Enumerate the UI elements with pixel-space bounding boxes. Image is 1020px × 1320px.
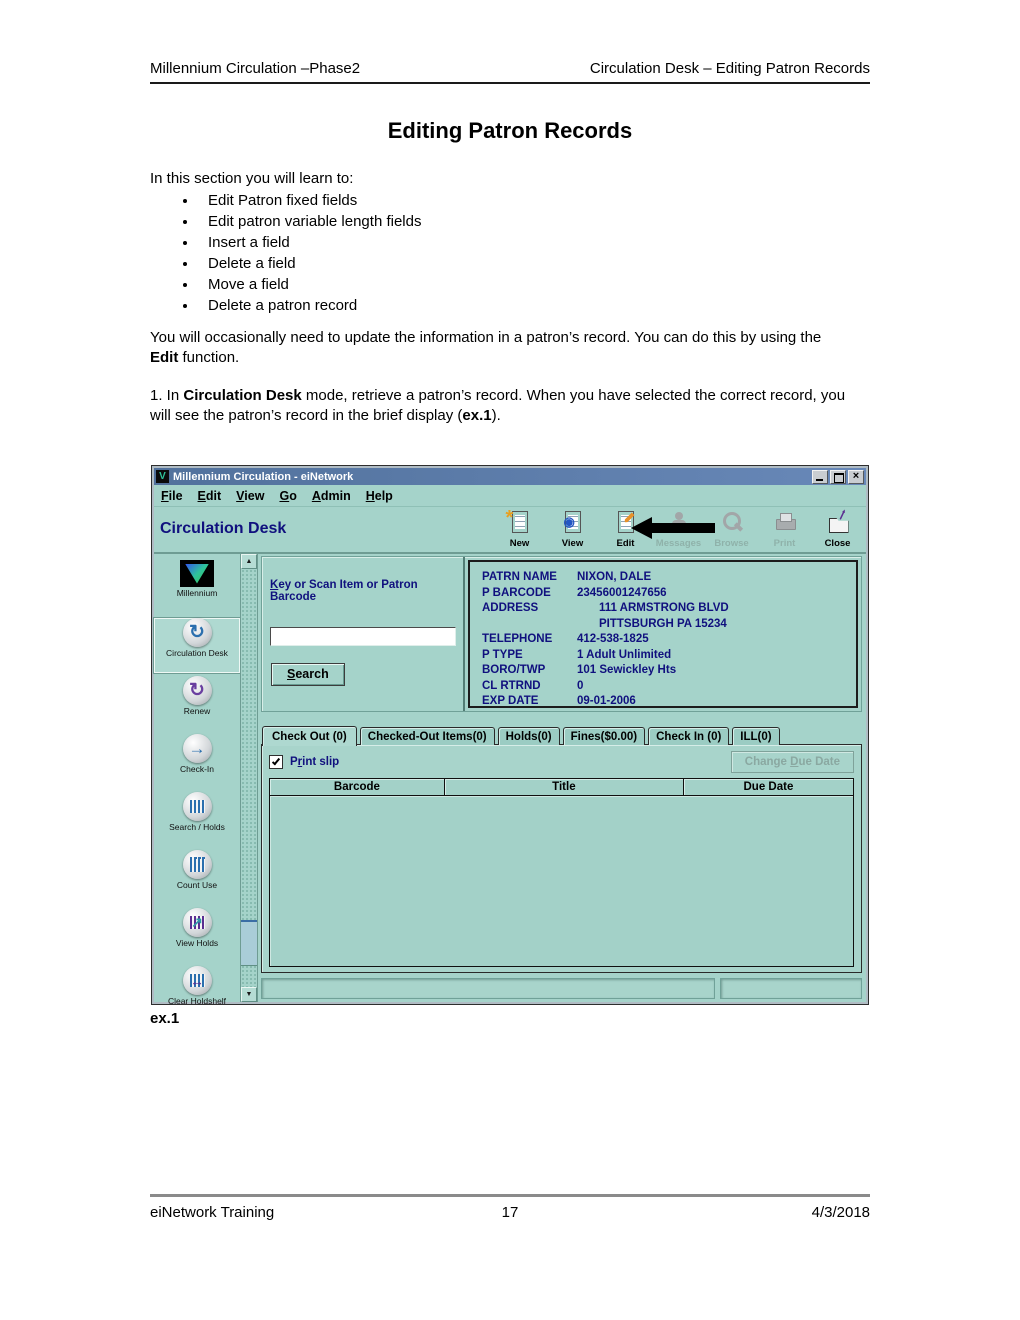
status-bar: [261, 978, 862, 999]
footer-date: 4/3/2018: [811, 1204, 870, 1221]
view-holds-icon: [183, 908, 212, 937]
paragraph-2-bold-1: Circulation Desk: [183, 387, 302, 404]
view-record-icon: [560, 510, 586, 536]
edit-pointer-arrow: [631, 517, 715, 539]
sidebar-item-count-use[interactable]: [154, 850, 240, 905]
icon-glyph: ↻: [189, 680, 205, 701]
learning-objective: • Delete a field: [198, 255, 830, 272]
renew-icon: [183, 676, 212, 705]
toolbar-label: Edit: [616, 538, 635, 549]
millennium-window-icon: V: [156, 470, 169, 483]
patron-field-row: [482, 679, 852, 695]
figure-caption: ex.1: [150, 1010, 180, 1027]
search-button[interactable]: Search: [271, 663, 345, 686]
patron-field-row: [482, 632, 852, 648]
menu-view[interactable]: View: [236, 488, 265, 503]
sidebar-item-renew[interactable]: [154, 676, 240, 731]
patron-field-label: [482, 617, 577, 633]
tab-check-in-0[interactable]: Check In (0): [648, 727, 729, 745]
icon-overlay: ↗: [191, 914, 203, 930]
patron-field-row: [482, 663, 852, 679]
patron-field-label: P BARCODE: [482, 586, 551, 599]
maximize-icon[interactable]: [830, 470, 846, 484]
menu-help[interactable]: Help: [365, 488, 393, 503]
tab-holds-0[interactable]: Holds(0): [498, 727, 560, 745]
column-header-due-date: Due Date: [684, 779, 853, 795]
tab-ill-0[interactable]: ILL(0): [732, 727, 779, 745]
page-header: [150, 60, 870, 84]
minimize-icon[interactable]: [812, 470, 828, 484]
learning-objectives-list: [180, 192, 830, 318]
icon-bars: [190, 800, 205, 813]
tab-content: [261, 744, 862, 973]
patron-field-row: [482, 694, 852, 708]
patron-field-row: [482, 570, 852, 586]
tab-checked-out-items-0[interactable]: Checked-Out Items(0): [360, 727, 495, 745]
content-area: [258, 554, 866, 1002]
menu-file[interactable]: File: [161, 488, 183, 503]
column-header-title: Title: [445, 779, 684, 795]
sidebar-item-check-in[interactable]: [154, 734, 240, 789]
footer-left: eiNetwork Training: [150, 1204, 275, 1221]
patron-field-value: 0: [577, 679, 584, 692]
paragraph-1-bold: Edit: [150, 349, 179, 366]
toolbar-label: Browse: [714, 538, 749, 549]
print-slip-label: Print slip: [290, 756, 340, 768]
toolbar-label: Messages: [655, 538, 702, 549]
print-icon: [772, 510, 798, 536]
toolbar-label: View: [561, 538, 584, 549]
scroll-up-icon[interactable]: ▲: [241, 554, 257, 569]
check-in-icon: [183, 734, 212, 763]
search-holds-icon: [183, 792, 212, 821]
menu-go[interactable]: Go: [279, 488, 297, 503]
icon-badge: ◉: [563, 514, 575, 529]
millennium-app-window: [152, 466, 868, 1004]
intro-text: In this section you will learn to:: [150, 170, 354, 187]
patron-field-row: [482, 586, 852, 602]
print-slip-checkbox[interactable]: [269, 755, 283, 769]
sidebar-label: View Holds: [175, 938, 219, 948]
patron-field-label: EXP DATE: [482, 695, 539, 707]
mode-title: Circulation Desk: [160, 520, 287, 537]
paragraph-1: [150, 328, 850, 368]
column-header-barcode: Barcode: [270, 779, 445, 795]
sidebar-item-search-holds[interactable]: [154, 792, 240, 847]
paragraph-1-text-end: function.: [178, 349, 240, 366]
millennium-logo: [180, 560, 214, 587]
search-label: Key or Scan Item or Patron Barcode: [270, 579, 418, 603]
learning-objective: • Delete a patron record: [198, 297, 830, 314]
patron-field-value: 111 ARMSTRONG BLVD: [599, 602, 729, 614]
icon-glyph: →: [188, 739, 206, 758]
patron-field-row: [482, 648, 852, 664]
sidebar-label: Check-In: [179, 764, 214, 774]
toolbar-view-button[interactable]: [546, 510, 599, 549]
checkout-table: [269, 778, 854, 967]
patron-field-value: 23456001247656: [577, 586, 667, 599]
icon-glyph: ↻: [189, 622, 205, 643]
sidebar-label: Search / Holds: [169, 822, 225, 832]
patron-field-value: 412-538-1825: [577, 633, 649, 645]
patron-field-value: 1 Adult Unlimited: [577, 648, 672, 661]
patron-brief-display: [468, 560, 858, 708]
toolbar-print-button[interactable]: [758, 510, 811, 549]
status-panel-left: [261, 978, 715, 999]
paragraph-2: [150, 386, 850, 426]
footer-page-number: 17: [501, 1204, 519, 1221]
learning-objective: • Move a field: [198, 276, 830, 293]
patron-field-label: PATRN NAME: [482, 571, 557, 583]
new-record-icon: [505, 507, 533, 536]
sidebar-label: Circulation Desk: [166, 648, 228, 658]
scrollbar-track[interactable]: [241, 569, 257, 987]
toolbar-new-button[interactable]: [493, 507, 546, 549]
checkmark-icon: [272, 757, 280, 766]
document-sheet: [512, 511, 528, 533]
table-body: [270, 796, 853, 966]
close-window-icon[interactable]: ×: [848, 470, 864, 484]
icon-badge: *: [505, 507, 514, 529]
header-right: Circulation Desk – Editing Patron Records: [589, 60, 870, 77]
print-slip-row: [269, 750, 854, 774]
patron-field-label: P TYPE: [482, 648, 523, 661]
paragraph-2-text-mid: mode, retrieve a patron’s record. When you have selected the correct record, you will see the patron’s record in the brief display (: [150, 387, 846, 424]
mode-bar: [154, 507, 866, 554]
page-footer: [150, 1194, 870, 1221]
icon-bars: [190, 857, 205, 872]
icon-overlay: ↔: [190, 972, 204, 989]
sidebar-scrollbar[interactable]: [240, 554, 258, 1002]
patron-field-label: CL RTRND: [482, 679, 541, 692]
paragraph-2-bold-2: ex.1: [462, 407, 492, 424]
paragraph-2-text-end: ).: [491, 407, 501, 424]
patron-field-label: BORO/TWP: [482, 664, 546, 676]
patron-field-row: [482, 617, 852, 633]
circulation-desk-icon: [183, 618, 212, 647]
browse-icon: [719, 510, 745, 536]
tab-strip: [261, 721, 862, 745]
header-left: Millennium Circulation –Phase2: [150, 60, 361, 77]
sidebar-item-circulation-desk[interactable]: [154, 618, 240, 673]
clear-holdshelf-icon: [183, 966, 212, 995]
count-use-icon: [183, 850, 212, 879]
toolbar-close-button[interactable]: [811, 510, 864, 549]
table-header-row: [270, 779, 853, 796]
status-panel-right: [720, 978, 862, 999]
toolbar-label: New: [509, 538, 530, 549]
arrow-shaft: [652, 523, 715, 533]
sidebar-label: Count Use: [176, 880, 218, 890]
main-area: [154, 554, 866, 1006]
learning-objective: • Insert a field: [198, 234, 830, 251]
sidebar-item-millennium[interactable]: [154, 560, 240, 615]
millennium-triangle: [185, 564, 209, 584]
patron-field-row: [482, 601, 852, 617]
menu-edit[interactable]: Edit: [197, 488, 222, 503]
sidebar-item-view-holds[interactable]: [154, 908, 240, 963]
page-title: Editing Patron Records: [387, 118, 633, 143]
arrow-head: [631, 517, 652, 539]
scroll-down-icon[interactable]: ▼: [241, 987, 257, 1002]
patron-field-value: 09-01-2006: [577, 695, 636, 707]
learning-objective: • Edit Patron fixed fields: [198, 192, 830, 209]
scrollbar-thumb[interactable]: [241, 920, 257, 966]
tab-check-out-0[interactable]: Check Out (0): [262, 726, 357, 746]
patron-field-value: 101 Sewickley Hts: [577, 664, 677, 676]
window-title: Millennium Circulation - eiNetwork: [173, 470, 354, 483]
patron-field-value: NIXON, DALE: [577, 571, 652, 583]
window-titlebar[interactable]: [154, 468, 866, 485]
tab-fines-0-00[interactable]: Fines($0.00): [563, 727, 645, 745]
patron-field-label: ADDRESS: [482, 602, 539, 614]
learning-objective: • Edit patron variable length fields: [198, 213, 830, 230]
patron-field-value: PITTSBURGH PA 15234: [599, 617, 727, 630]
toolbar-label: Close: [824, 538, 851, 549]
sidebar: [154, 554, 240, 1006]
menu-bar: [154, 485, 866, 507]
sidebar-label: Millennium: [176, 588, 218, 598]
sidebar-label: Renew: [183, 706, 211, 716]
patron-field-label: TELEPHONE: [482, 633, 553, 645]
change-due-date-button[interactable]: Change Due Date: [731, 751, 854, 773]
toolbar-label: Print: [773, 538, 796, 549]
top-row: [261, 556, 862, 712]
menu-admin[interactable]: Admin: [311, 488, 351, 503]
paragraph-1-text: You will occasionally need to update the information in a patron’s record. You can do this by using the: [150, 329, 822, 346]
paragraph-2-text: 1. In: [150, 387, 184, 404]
close-icon: [825, 510, 851, 536]
search-input[interactable]: [270, 627, 456, 646]
search-panel: [262, 557, 465, 711]
sidebar-label: Clear Holdshelf: [167, 996, 227, 1006]
